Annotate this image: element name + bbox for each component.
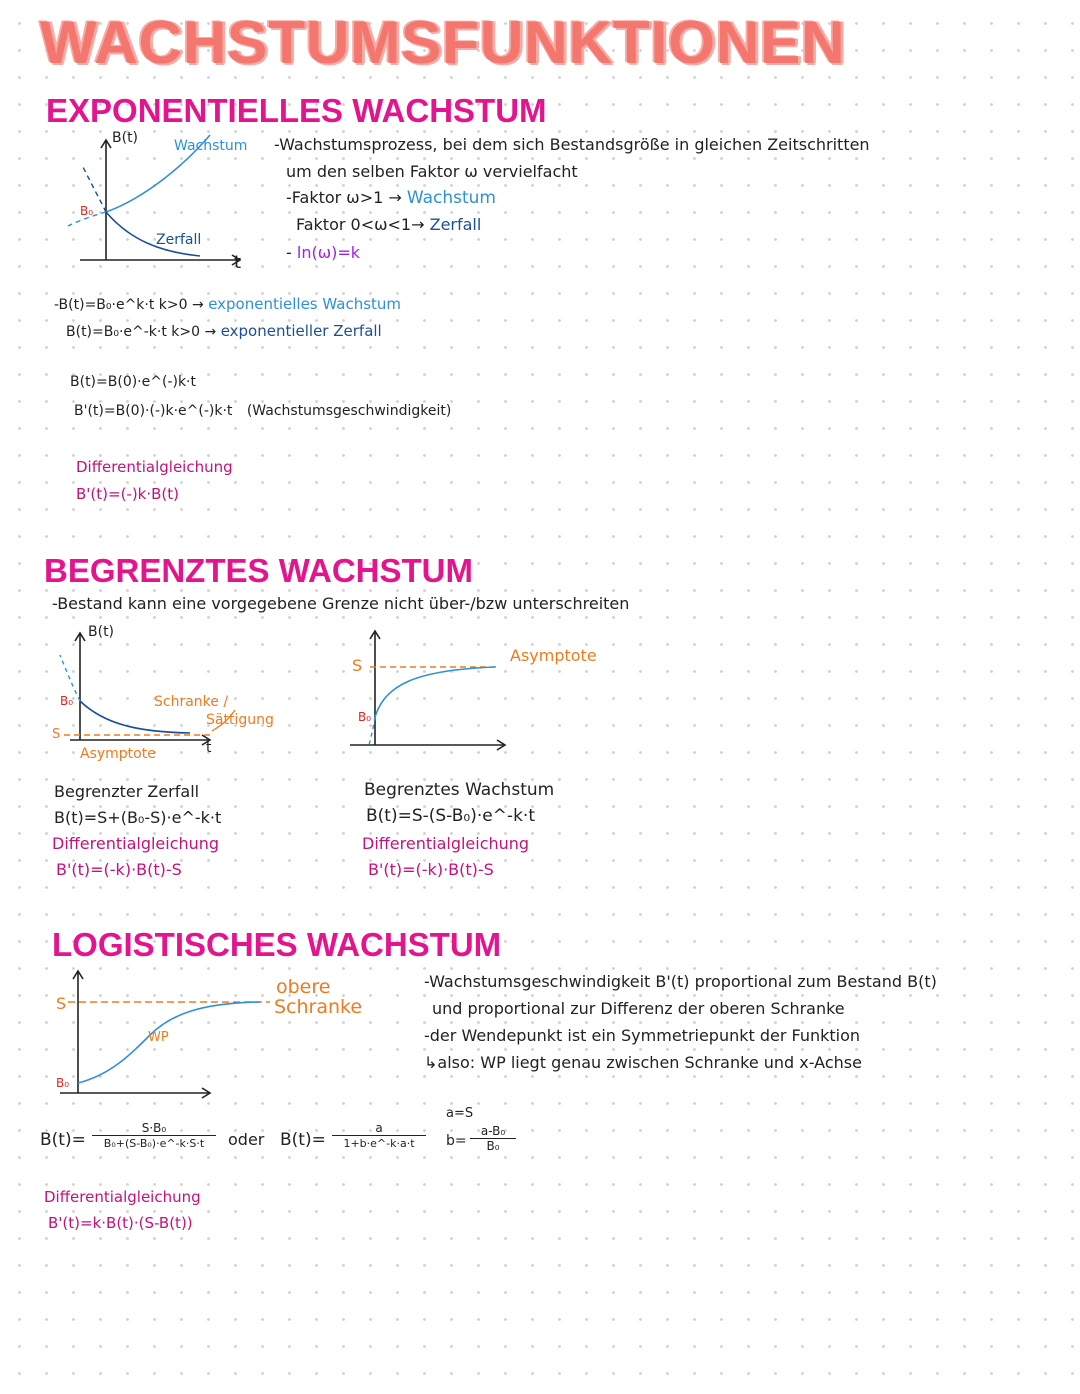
- log-upper-label: obere: [276, 976, 331, 998]
- exp-ln-dash: -: [286, 243, 292, 262]
- limited-heading: BEGRENZTES WACHSTUM: [44, 552, 473, 589]
- lg-diff-title: Differentialgleichung: [362, 834, 530, 853]
- lg-diff: B'(t)=(-k)·B(t)-S: [368, 860, 494, 879]
- ld-asymptote-label: Asymptote: [80, 746, 156, 762]
- log-curve: [78, 1002, 260, 1083]
- log-f-den: B₀+(S-B₀)·e^-k·S·t: [92, 1135, 216, 1150]
- ld-ylabel: B(t): [88, 624, 115, 640]
- exp-desc-line1: -Wachstumsprozess, bei dem sich Bestandsgröße in gleichen Zeitschritten: [274, 135, 870, 154]
- exp-formula4: [74, 403, 451, 419]
- exp-graph-decay-label: Zerfall: [156, 232, 202, 248]
- exp-graph-ylabel: B(t): [112, 130, 139, 146]
- lg-formula: B(t)=S-(S-B₀)·e^-k·t: [366, 806, 535, 826]
- exp-formula3: B(t)=B(0)·e^(-)k·t: [70, 374, 196, 390]
- log-b-num: a-B₀: [480, 1124, 506, 1138]
- exp-formula4-note: (Wachstumsgeschwindigkeit): [246, 403, 452, 419]
- ld-xlabel: t: [206, 740, 212, 756]
- exp-formula4-eq: B'(t)=B(0)·(-)k·e^(-)k·t: [74, 403, 233, 419]
- exp-factor-decay: [296, 215, 481, 234]
- exp-graph-b0: B₀: [80, 204, 94, 218]
- log-desc4: ↳also: WP liegt genau zwischen Schranke und x-Achse: [424, 1053, 862, 1072]
- exp-graph-xlabel: t: [234, 252, 242, 273]
- ld-title: Begrenzter Zerfall: [54, 782, 200, 801]
- log-wp: WP: [148, 1030, 169, 1045]
- log-b-fraction: [470, 1124, 516, 1153]
- exp-factor-growth-text: -Faktor ω>1 →: [286, 188, 402, 207]
- log-f-fraction: [92, 1121, 216, 1150]
- lg-b0: B₀: [358, 710, 372, 724]
- exp-heading: EXPONENTIELLES WACHSTUM: [46, 92, 547, 129]
- lg-curve: [375, 667, 495, 717]
- exp-ln-formula: ln(ω)=k: [296, 243, 361, 262]
- exp-graph-growth-label: Wachstum: [174, 138, 248, 154]
- log-diff-title: Differentialgleichung: [44, 1188, 201, 1206]
- exp-diff-title: Differentialgleichung: [76, 458, 233, 476]
- exp-formula1: [54, 295, 401, 313]
- log-f-lhs: B(t)=: [40, 1130, 86, 1150]
- log-f-num: S·B₀: [141, 1121, 167, 1135]
- log-f2-num: a: [375, 1121, 383, 1135]
- ld-diff: B'(t)=(-k)·B(t)-S: [56, 860, 182, 879]
- exp-factor-growth-word: Wachstum: [406, 188, 496, 208]
- log-s: S: [56, 994, 67, 1013]
- exp-factor-growth: [286, 188, 496, 208]
- lg-s: S: [352, 656, 363, 675]
- log-desc1: -Wachstumsgeschwindigkeit B'(t) proportional zum Bestand B(t): [424, 972, 937, 991]
- log-diff-eq: B'(t)=k·B(t)·(S-B(t)): [48, 1214, 193, 1232]
- logistic-heading: LOGISTISCHES WACHSTUM: [52, 926, 502, 963]
- log-b-lhs: b=: [446, 1133, 467, 1149]
- exp-factor-decay-word: Zerfall: [429, 215, 482, 234]
- exp-ln: [286, 243, 360, 262]
- ld-formula: B(t)=S+(B₀-S)·e^-k·t: [54, 808, 222, 827]
- log-f2-den: 1+b·e^-k·a·t: [332, 1135, 426, 1150]
- log-f2-lhs: B(t)=: [280, 1130, 326, 1150]
- exp-formula2: [66, 322, 382, 340]
- log-desc3: -der Wendepunkt ist ein Symmetriepunkt der Funktion: [424, 1026, 861, 1045]
- ld-b0: B₀: [60, 694, 74, 708]
- exp-formula1-eq: -B(t)=B₀·e^k·t k>0 →: [54, 297, 204, 313]
- exp-desc-line2: um den selben Faktor ω vervielfacht: [286, 162, 578, 181]
- ld-diff-title: Differentialgleichung: [52, 834, 220, 853]
- exp-formula1-word: exponentielles Wachstum: [208, 295, 402, 313]
- log-b0: B₀: [56, 1076, 70, 1090]
- exp-formula2-word: exponentieller Zerfall: [220, 322, 382, 340]
- log-f2-fraction: [332, 1121, 426, 1150]
- log-bound-label: Schranke: [274, 996, 363, 1018]
- ld-bound-label: Schranke /: [154, 694, 229, 710]
- exp-factor-decay-text: Faktor 0<ω<1→: [296, 215, 425, 234]
- lg-title: Begrenztes Wachstum: [364, 780, 555, 800]
- log-b-den: B₀: [470, 1138, 516, 1153]
- exp-formula2-eq: B(t)=B₀·e^-k·t k>0 →: [66, 324, 217, 340]
- log-a-def: a=S: [446, 1106, 474, 1121]
- ld-s: S: [52, 727, 61, 742]
- lg-asymptote-label: Asymptote: [510, 646, 597, 665]
- page-title: WACHSTUMSFUNKTIONEN: [40, 9, 846, 76]
- limited-desc: -Bestand kann eine vorgegebene Grenze nicht über-/bzw unterschreiten: [52, 594, 630, 613]
- log-f-or: oder: [228, 1130, 265, 1149]
- ld-saturation-label: Sättigung: [206, 712, 274, 728]
- log-desc2: und proportional zur Differenz der oberen Schranke: [432, 999, 845, 1018]
- limited-growth-graph: [345, 625, 525, 755]
- exp-diff-eq: B'(t)=(-)k·B(t): [76, 485, 180, 503]
